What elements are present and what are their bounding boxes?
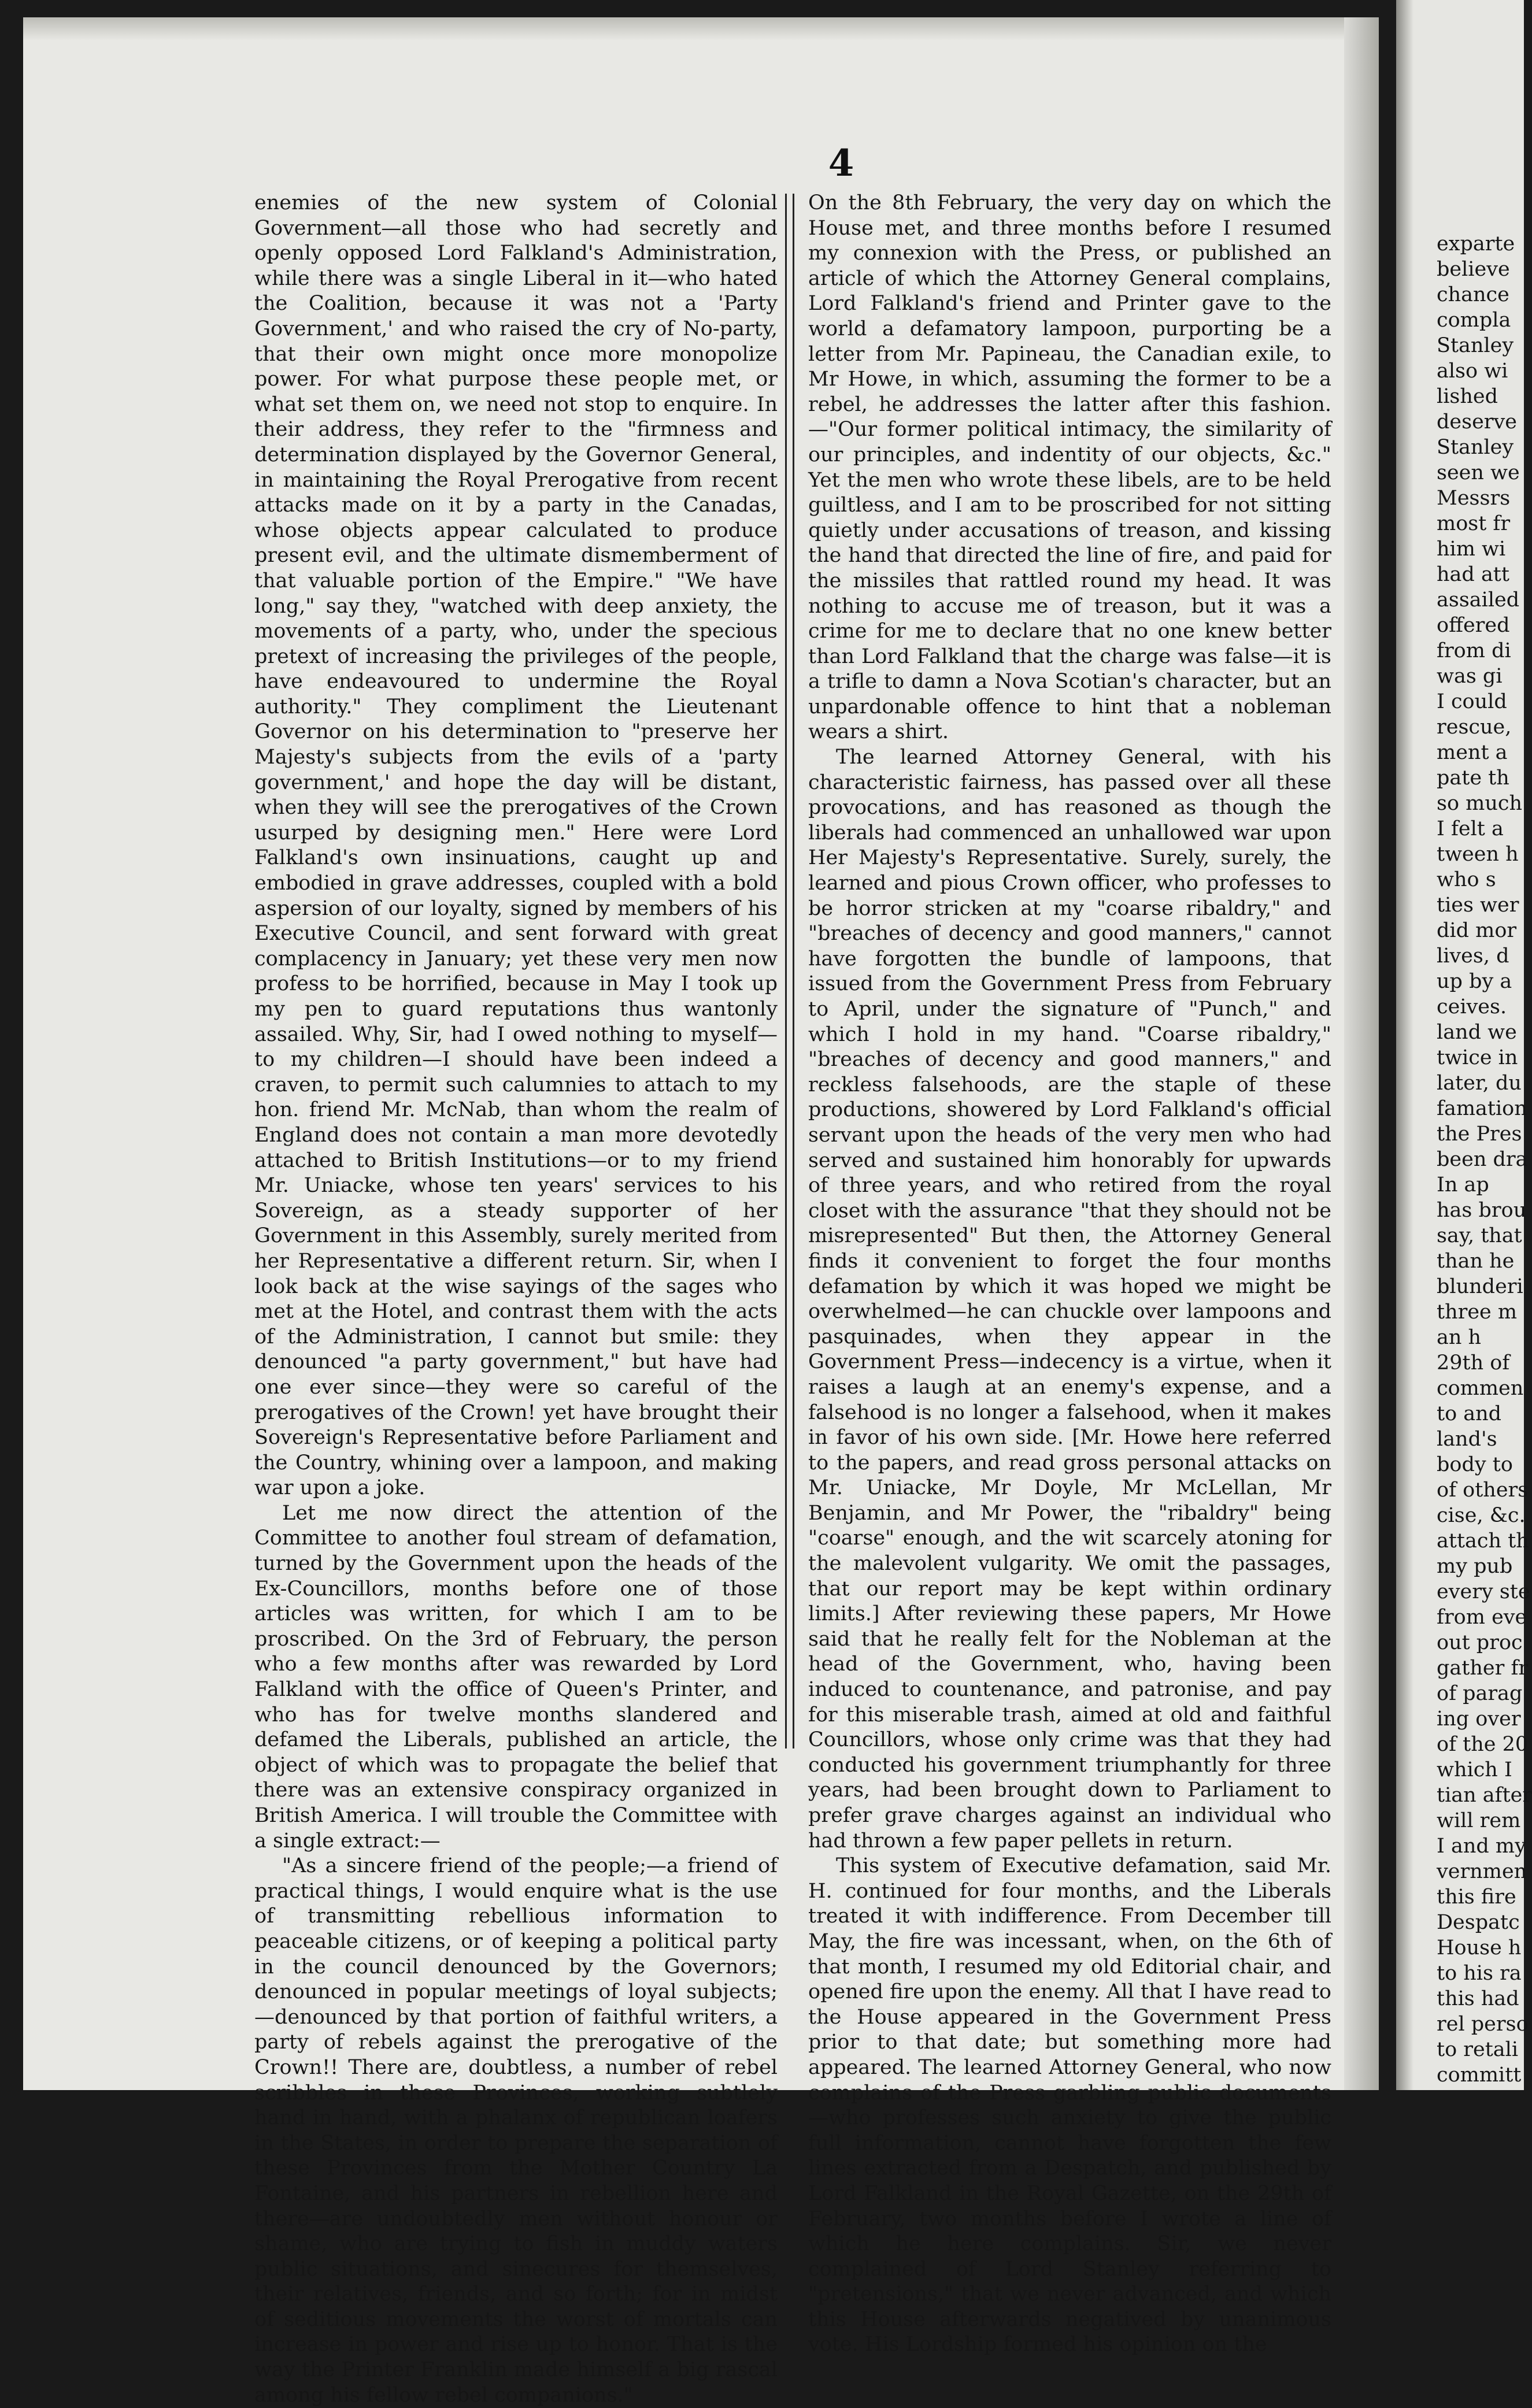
adjacent-page-line: House h [1437,1936,1522,1959]
right-paragraph-2: The learned Attorney General, with his characteristic fairness, has passed over all these provocations, and has reasoned as though the liberals had commenced an unhallowed war upon Her Majesty's Representative. Surely, surely, the learned and pious Crown officer, who professes to be horror stricken at my "coarse ribaldry," and "breaches of decency and good manners," cannot have forgotten the bundle of lampoons, that issued from the Government Press from February to April, under the signature of "Punch," and which I hold in my hand. "Coarse ribaldry," "breaches of decency and good manners," and reckless falsehoods, are the staple of these productions, showered by Lord Falkland's official servant upon the heads of the very men who had served and sustained him honorably for upwards of three years, and who retired from the royal closet with the assurance "that they should not be misrepresented" But then, the Attorney General finds it convenient to forget the four months defamation by which it was hoped we might be overwhelmed—he can chuckle over lampoons and pasquinades, when they appear in the Government Press—indecency is a virtue, when it raises a laugh at an enemy's expense, and a falsehood is no longer a falsehood, when it makes in favor of his own side. [Mr. Howe here referred to the papers, and read gross personal attacks on Mr. Uniacke, Mr Doyle, Mr McLellan, Mr Benjamin, and Mr Power, the "ribaldry" being "coarse" enough, and the wit scarcely atoning for the malevolent vulgarity. We omit the passages, that our report may be kept within ordinary limits.] After reviewing these papers, Mr Howe said that he really felt for the Nobleman at the head of the Government, who, having been induced to countenance, and patronise, and pay for this miserable trash, aimed at old and faithful Councillors, whose only crime was that they had conducted his government triumphantly for three years, had been brought down to Parliament to prefer grave charges against an individual who had thrown a few paper pellets in return. [808,746,1331,1853]
adjacent-page-line: famation [1437,1097,1527,1120]
adjacent-page-line: the Pres [1437,1123,1522,1146]
adjacent-page-line: of the 20 [1437,1733,1529,1756]
adjacent-page-line: this fire [1437,1885,1516,1909]
adjacent-page-line: than he [1437,1250,1515,1273]
adjacent-page-line: has brou [1437,1199,1527,1222]
adjacent-page-line: of others [1437,1479,1529,1502]
adjacent-page-line: seen we [1437,461,1520,484]
page-gutter [1344,17,1379,2090]
adjacent-page-line: from eve [1437,1606,1527,1629]
right-paragraph-3: This system of Executive defamation, said Mr. H. continued for four months, and the Liberals treated it with indifference. From December till May, the fire was incessant, when, on the 6th of that month, I resumed my old Editorial chair, and opened fire upon the enemy. All that I have read to the House appeared in the Government Press prior to that date; but something more had appeared. The learned Attorney General, who now complains of the Press garbling public documents—who professes such anxiety to give the public full information, cannot have forgotten the few lines extracted from a Despatch, and published by Lord Falkland in the Royal Gazette, on the 29th of February, two months before I wrote a line of which he here complains. Sir, we never complained of Lord Stanley referring to "pretensions," that we never advanced, and which this House afterwards negatived by unanimous vote. His Lordship formed his opinion on the [808,1854,1331,2357]
adjacent-page-line: out proc [1437,1631,1523,1654]
adjacent-page-line: In ap [1437,1173,1489,1196]
adjacent-page-line: believe [1437,258,1510,281]
adjacent-page-line: to his ra [1437,1962,1522,1985]
adjacent-page-line: most fr [1437,512,1511,535]
adjacent-page-line: of parag [1437,1682,1523,1705]
adjacent-page-line: offered [1437,614,1510,637]
adjacent-page [1396,0,1532,2090]
adjacent-page-line: him wi [1437,538,1506,561]
adjacent-page-line: land's [1437,1428,1497,1451]
adjacent-page-line: an h [1437,1326,1482,1349]
adjacent-page-line: was gi [1437,665,1503,688]
left-column [254,191,778,2407]
adjacent-page-line: also wi [1437,360,1508,383]
adjacent-page-line: twice in [1437,1046,1518,1069]
adjacent-page-line: attach th [1437,1529,1529,1553]
page-fold-shadow [1396,0,1413,2090]
adjacent-page-line: my pub [1437,1555,1513,1578]
adjacent-page-line: committ [1437,2064,1522,2087]
adjacent-page-line: every ste [1437,1580,1530,1603]
adjacent-page-line: been dra [1437,1148,1528,1171]
adjacent-page-line: Stanley [1437,436,1514,459]
adjacent-page-line: I could [1437,690,1507,713]
adjacent-page-line: lished [1437,385,1498,408]
adjacent-page-line: compla [1437,309,1511,332]
adjacent-page-line: lives, d [1437,944,1509,968]
adjacent-page-line: pate th [1437,766,1509,790]
adjacent-page-line: rescue, [1437,716,1512,739]
adjacent-page-line: say, that [1437,1224,1522,1247]
adjacent-page-line: Despatc [1437,1911,1520,1934]
adjacent-page-line: so much [1437,792,1523,815]
adjacent-page-line: had att [1437,563,1509,586]
right-column [808,191,1331,2357]
adjacent-page-line: ties wer [1437,894,1519,917]
adjacent-page-line: deserve [1437,410,1518,434]
left-paragraph-3: "As a sincere friend of the people;—a friend of practical things, I would enquire what is the use of transmitting rebellious information to peaceable citizens, or of keeping a political party in the council denounced by the Governors; denounced in popular meetings of loyal subjects;—denounced by that portion of faithful writers, a party of rebels against the prerogative of the Crown!! There are, doubtless, a number of rebel scribbles in these Provinces, working subtlely hand in hand, with a phalanx of republican loafers in the States, in order to prepare the separation of these Provinces from the Mother Country La Fontaine, and his partners in rebellion here and there—are undoubtedly men without honour or shame, who are trying to fish in muddy waters public situations, and sinecures for themselves, their relatives, friends, and so forth; for in midst of seditious movements the worst of mortals can increase in power and rise up to honor. That is the way the Printer Franklin made himself a big rascal among his fellow rebel companions." [254,1854,778,2407]
adjacent-page-line: will rem [1437,1809,1521,1832]
left-paragraph-2: Let me now direct the attention of the Committee to another foul stream of defamation, turned by the Government upon the heads of the Ex-Councillors, months before one of those articles was written, for which I am to be proscribed. On the 3rd of February, the person who a few months after was rewarded by Lord Falkland with the office of Queen's Printer, and who has for twelve months slandered and defamed the Liberals, published an article, the object of which was to propagate the belief that there was an extensive conspiracy organized in British America. I will trouble the Committee with a single extract:— [254,1501,778,1853]
adjacent-page-line: ment a [1437,741,1508,764]
adjacent-page-line: did mor [1437,919,1517,942]
adjacent-page-line: Stanley [1437,334,1514,357]
adjacent-page-line: I felt a [1437,817,1504,840]
adjacent-page-line: exparte [1437,232,1515,255]
adjacent-page-text [1437,231,1532,2088]
adjacent-page-line: to and [1437,1402,1502,1425]
adjacent-page-line: 29th of [1437,1351,1510,1375]
adjacent-page-line: later, du [1437,1072,1522,1095]
adjacent-page-line: three m [1437,1301,1518,1324]
adjacent-page-line: this had [1437,1987,1519,2010]
adjacent-page-line: cise, &c. [1437,1504,1526,1527]
adjacent-page-line: which I [1437,1758,1512,1781]
adjacent-page-line: tween h [1437,843,1519,866]
adjacent-page-line: land we [1437,1021,1517,1044]
adjacent-page-line: chance [1437,283,1509,306]
page-top-edge [23,17,1379,40]
adjacent-page-line: ceives. [1437,995,1507,1018]
adjacent-page-line: Messrs [1437,487,1511,510]
adjacent-page-line: tian after [1437,1784,1532,1807]
adjacent-page-line: blunderi [1437,1275,1523,1298]
newspaper-page [23,17,1379,2407]
left-paragraph-1: enemies of the new system of Colonial Government—all those who had secretly and openly opposed Lord Falkland's Administration, while there was a single Liberal in it—who hated the Coalition, because it was not a 'Party Government,' and who raised the cry of No-party, that their own might once more monopolize power. For what purpose these people met, or what set them on, we need not stop to enquire. In their address, they refer to the "firmness and determination displayed by the Governor General, in maintaining the Royal Prerogative from recent attacks made on it by a party in the Canadas, whose objects appear calculated to produce present evil, and the ultimate dismemberment of that valuable portion of the Empire." "We have long," say they, "watched with deep anxiety, the movements of a party, who, under the specious pretext of increasing the privileges of the people, have endeavoured to undermine the Royal authority." They compliment the Lieutenant Governor on his determination to "preserve her Majesty's subjects from the evils of a 'party government,' and hope the day will be distant, when they will see the prerogatives of the Crown usurped by designing men." Here were Lord Falkland's own insinuations, caught up and embodied in grave addresses, coupled with a bold aspersion of our loyalty, signed by members of his Executive Council, and sent forward with great complacency in January; yet these very men now profess to be horrified, because in May I took up my pen to guard reputations thus wantonly assailed. Why, Sir, had I owed nothing to myself—to my children—I should have been indeed a craven, to permit such calumnies to attach to my hon. friend Mr. McNab, than whom the realm of England does not contain a man more devotedly attached to British Institutions—or to my friend Mr. Uniacke, whose ten years' services to his Sovereign, as a steady supporter of her Government in this Assembly, surely merited from her Representative a different return. Sir, when I look back at the wise sayings of the sages who met at the Hotel, and contrast them with the acts of the Administration, I cannot but smile: they denounced "a party government," but have had one ever since—they were so careful of the prerogatives of the Crown! yet have brought their Sovereign's Representative before Parliament and the Country, whining over a lampoon, and making war upon a joke. [254,191,778,1500]
adjacent-page-line: from di [1437,639,1511,662]
column-rule [785,194,794,1748]
adjacent-page-line: assailed [1437,588,1520,612]
adjacent-page-line: I and my [1437,1835,1526,1858]
adjacent-page-line: body to [1437,1453,1513,1476]
adjacent-page-line: ing over [1437,1707,1521,1731]
adjacent-page-line: who s [1437,868,1496,891]
page-number: 4 [828,142,854,185]
adjacent-page-line: gather fr [1437,1657,1529,1680]
adjacent-page-line: vernmen [1437,1860,1527,1883]
adjacent-page-line: up by a [1437,970,1512,993]
adjacent-page-line: to retali [1437,2038,1519,2061]
adjacent-page-line: rel perso [1437,2013,1529,2036]
adjacent-page-line: commen [1437,1377,1524,1400]
right-paragraph-1: On the 8th February, the very day on which the House met, and three months before I resumed my connexion with the Press, or published an article of which the Attorney General complains, Lord Falkland's friend and Printer gave to the world a defamatory lampoon, purporting be a letter from Mr. Papineau, the Canadian exile, to Mr Howe, in which, assuming the former to be a rebel, he addresses the latter after this fashion.—"Our former political intimacy, the similarity of our principles, and indentity of our objects, &c." Yet the men who wrote these libels, are to be held guiltless, and I am to be proscribed for not sitting quietly under accusations of treason, and kissing the hand that directed the line of fire, and paid for the missiles that rattled round my head. It was nothing to accuse me of treason, but it was a crime for me to declare that no one knew better than Lord Falkland that the charge was false—it is a trifle to damn a Nova Scotian's character, but an unpardonable offence to hint that a nobleman wears a shirt. [808,191,1331,744]
